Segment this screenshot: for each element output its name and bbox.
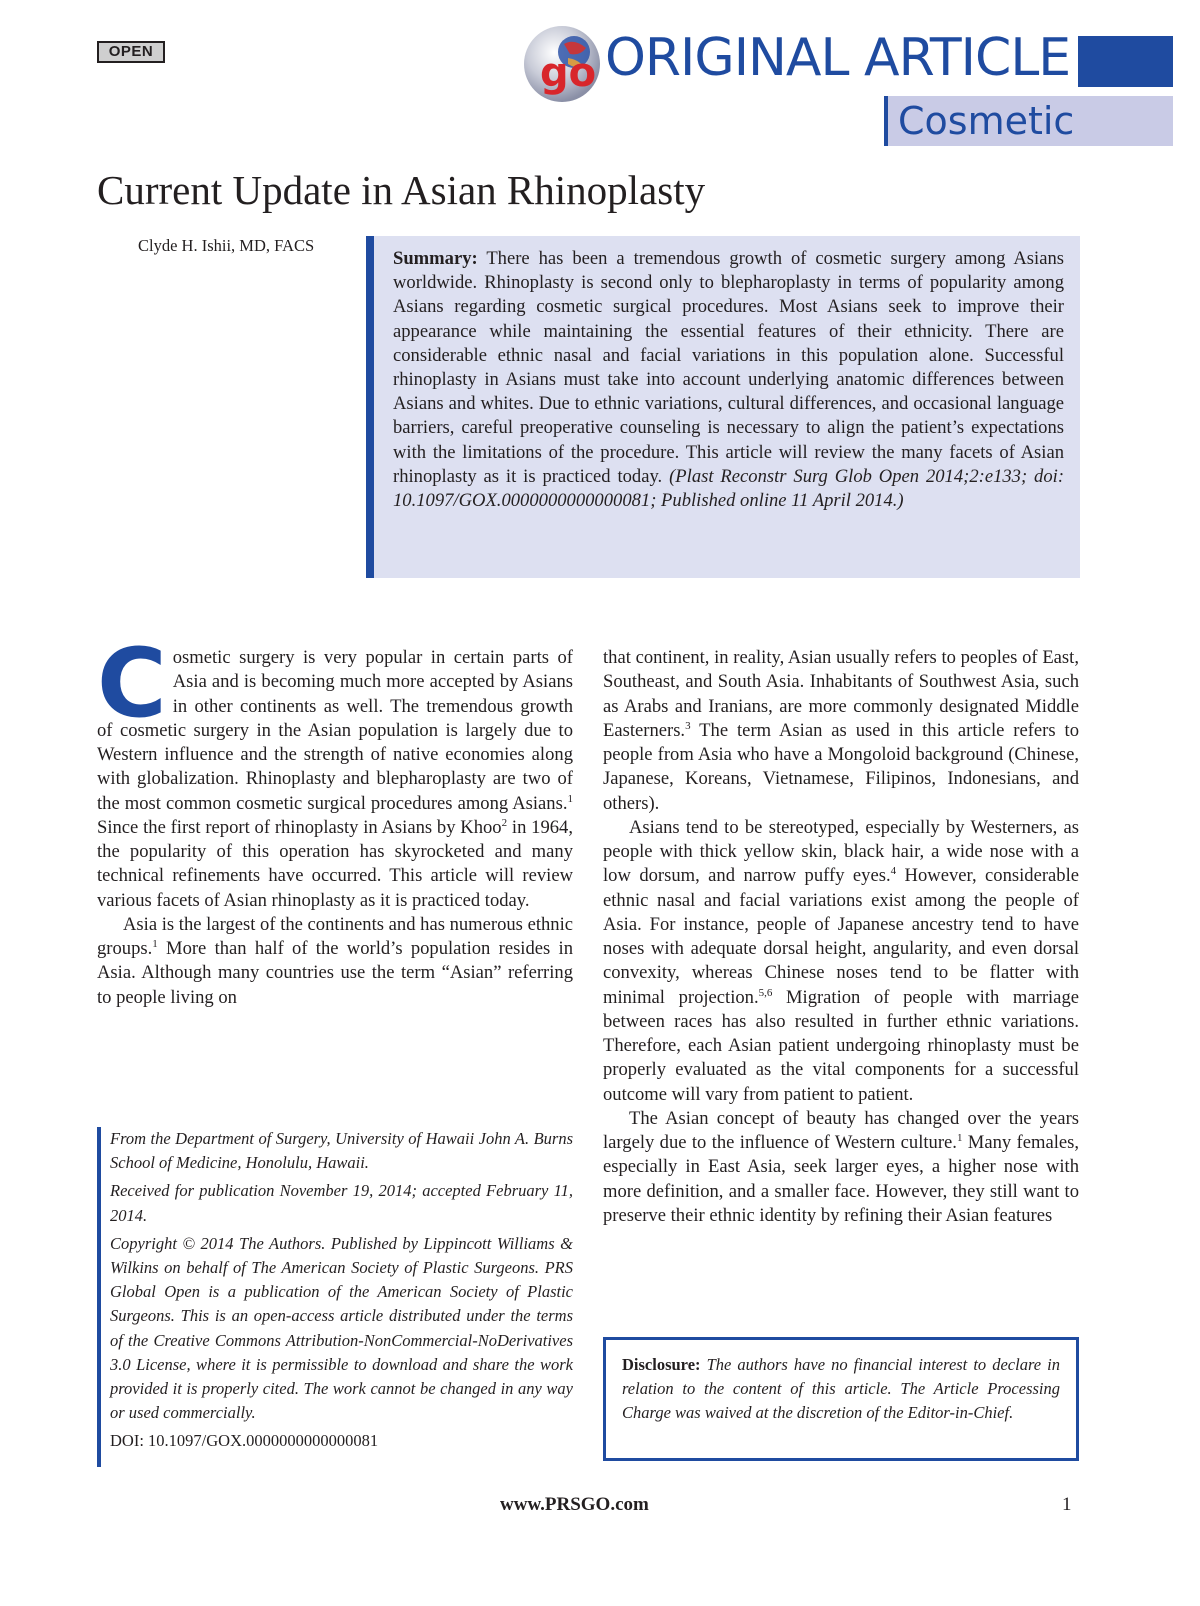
disclosure-box: [603, 1337, 1079, 1461]
body-text: However, considerable ethnic nasal and facial variations exist among the people of Asia. For instance, people of Japanese ancestry tend to have noses with adequate dorsal height, angularity, and even dorsal convexity, whereas Chinese noses tend to be flatter with minimal projection.: [603, 865, 1079, 1008]
body-column-right: [603, 646, 1079, 1228]
open-access-badge: OPEN: [97, 41, 165, 63]
body-text: The Asian concept of beauty has changed over the years largely due to the influence of Western culture.: [603, 1107, 1079, 1153]
summary-text: There has been a tremendous growth of cosmetic surgery among Asians worldwide. Rhinoplasty is second only to blepharoplasty in terms of popularity among Asians regarding cosmetic surgical procedures. Most Asians seek to improve their appearance while maintaining the essential features of their ethnicity. There are considerable ethnic nasal and facial variations in this population alone. Successful rhinoplasty in Asians must take into account underlying anatomic differences between Asians and whites. Due to ethnic variations, cultural differences, and occasional language barriers, careful preoperative counseling is necessary to align the patient’s expectations with the limitations of the procedure. This article will review the many facets of Asian rhinoplasty as it is practiced today.: [393, 248, 1064, 487]
summary-paragraph: [393, 247, 1064, 513]
drop-cap: C: [97, 629, 167, 739]
body-text: Since the first report of rhinoplasty in Asians by Khoo: [97, 816, 502, 838]
reference-superscript: 1: [956, 1131, 963, 1144]
journal-url-link[interactable]: www.PRSGO.com: [500, 1494, 649, 1515]
body-column-left: [97, 629, 573, 1010]
reference-superscript: 2: [501, 816, 508, 829]
body-text: Many females, especially in East Asia, seek larger eyes, a higher nose with more definition, and a smaller face. However, they still want to preserve their ethnic identity by refining their Asian features: [603, 1132, 1080, 1226]
disclosure-label: Disclosure:: [622, 1355, 701, 1374]
body-text: More than half of the world’s population resides in Asia. Although many countries use the term “Asian” referring to people living on: [97, 938, 573, 1008]
summary-citation: (Plast Reconstr Surg Glob Open 2014;2:e133; doi: 10.1097/GOX.0000000000000081; Published online 11 April 2014.): [393, 465, 1065, 512]
reference-superscript: 4: [890, 865, 897, 878]
body-text: osmetic surgery is very popular in certain parts of Asia and is becoming much more accepted by Asians in other continents as well. The tremendous growth of cosmetic surgery in the Asian population is largely due to Western influence and the strength of native economies along with globalization. Rhinoplasty and blepharoplasty are two of the most common cosmetic surgical procedures among Asians.: [97, 647, 573, 814]
affiliation-copyright: Copyright © 2014 The Authors. Published by Lippincott Williams & Wilkins on behalf of The American Society of Plastic Surgeons. PRS Global Open is a publication of the American Society of Plastic Surgeons. This is an open-access article distributed under the terms of the Creative Commons Attribution-NonCommercial-NoDerivatives 3.0 License, where it is permissible to download and share the work provided it is properly cited. The work cannot be changed in any way or used commercially.: [110, 1233, 573, 1423]
article-title: Current Update in Asian Rhinoplasty: [97, 167, 706, 213]
body-text: that continent, in reality, Asian usually refers to peoples of East, Southeast, and South Asia. Inhabitants of Southwest Asia, such as Arabs and Iranians, are more commonly designated Middle Easterners.: [603, 647, 1079, 741]
author-name: Clyde H. Ishii, MD, FACS: [138, 236, 315, 255]
body-text: Asia is the largest of the continents and has numerous ethnic groups.: [97, 913, 573, 959]
summary-label: Summary:: [393, 248, 478, 269]
affiliation-footnote: [97, 1127, 573, 1467]
body-paragraph: [603, 816, 1079, 1107]
body-text: Asians tend to be stereotyped, especially by Westerners, as people with thick yellow skin, black hair, a wide nose with a low dorsum, and narrow puffy eyes.: [603, 816, 1079, 887]
reference-superscript: 1: [567, 792, 573, 805]
reference-superscript: 1: [152, 937, 158, 950]
journal-globe-logo-icon: [520, 22, 604, 106]
body-paragraph: [603, 646, 1079, 816]
body-text: The term Asian as used in this article refers to people from Asia who have a Mongoloid background (Chinese, Japanese, Koreans, Vietnamese, Filipinos, Indonesians, and others).: [603, 719, 1079, 814]
body-paragraph: [97, 629, 573, 913]
header-accent-bar: [1078, 36, 1173, 87]
article-type-heading: ORIGINAL ARTICLE: [605, 28, 1071, 88]
affiliation-received: Received for publication November 19, 2014; accepted February 11, 2014.: [110, 1181, 573, 1225]
body-text: Migration of people with marriage between races has also resulted in further ethnic variations. Therefore, each Asian patient undergoing rhinoplasty must be properly evaluated as the vital components for a successful outcome will vary from patient to patient.: [603, 986, 1079, 1105]
summary-box: [366, 236, 1080, 578]
svg-text:go: go: [540, 50, 597, 96]
affiliation-doi: DOI: 10.1097/GOX.0000000000000081: [110, 1431, 379, 1451]
disclosure-text: The authors have no financial interest to declare in relation to the content of this article. The Article Processing Charge was waived at the discretion of the Editor-in-Chief.: [622, 1355, 1060, 1423]
section-label: Cosmetic: [898, 99, 1075, 143]
page-number: 1: [1062, 1494, 1072, 1515]
body-text: in 1964, the popularity of this operation has skyrocketed and many technical refinements have occurred. This article will review various facets of Asian rhinoplasty as it is practiced today.: [97, 816, 573, 911]
body-paragraph: [603, 1107, 1079, 1228]
body-paragraph: [97, 913, 573, 1010]
reference-superscript: 3: [685, 719, 691, 732]
reference-superscript: 5,6: [758, 986, 773, 999]
affiliation-from: From the Department of Surgery, University of Hawaii John A. Burns School of Medicine, Honolulu, Hawaii.: [110, 1129, 573, 1173]
